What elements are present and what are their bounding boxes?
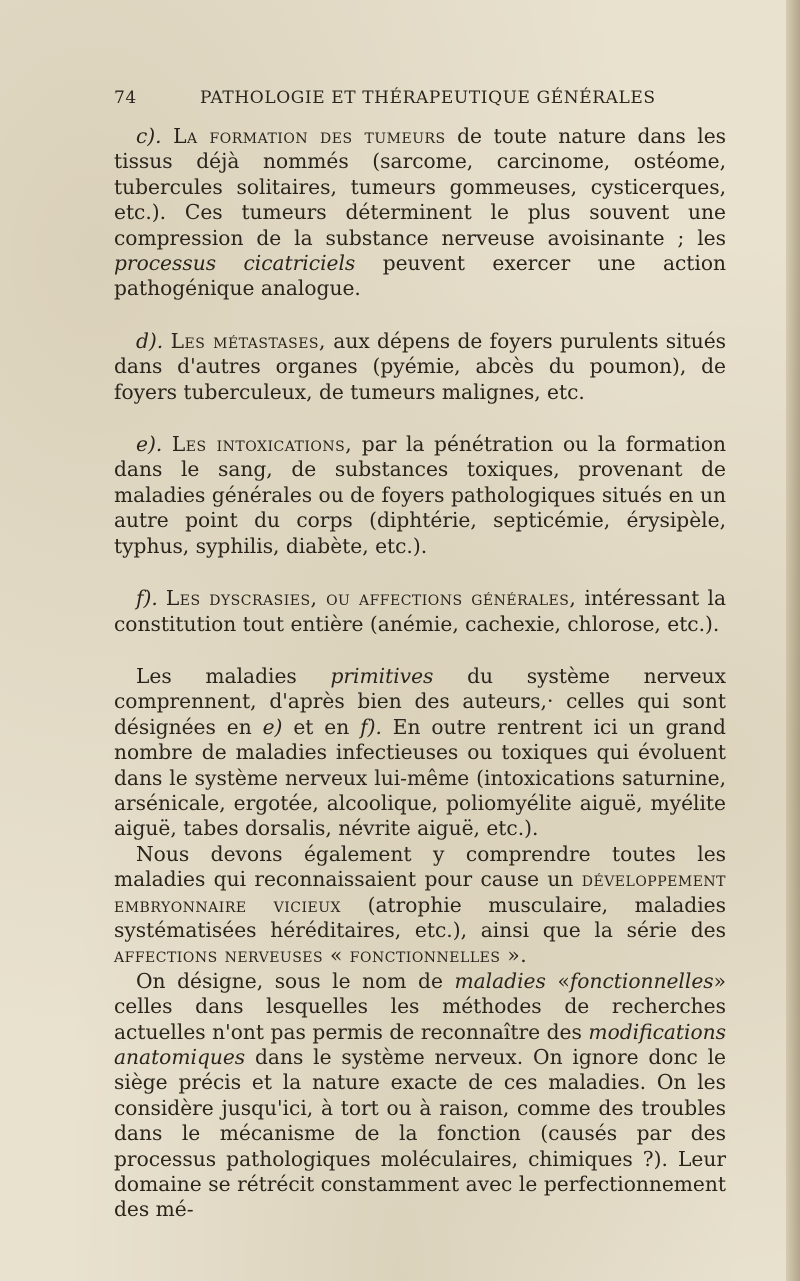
paragraph-text: et en bbox=[293, 714, 350, 739]
paragraph-text: intéressant la constitution tout entière (anémie, cachexie, chlorose, etc.). bbox=[114, 586, 726, 636]
paragraph-text: (atrophie musculaire, maladies systématisées héréditaires, etc.), ainsi que la série des bbox=[114, 892, 726, 942]
italic-term: maladies bbox=[454, 968, 546, 993]
key-term: Les métastases, bbox=[170, 328, 326, 353]
paragraph-d bbox=[114, 329, 726, 405]
paragraph-e bbox=[114, 432, 726, 559]
paragraph-text: de toute nature dans les tissus déjà nommés (sarcome, carcinome, ostéome, tubercules solitaires, tumeurs gommeuses, cysticerques, etc.). Ces tumeurs déterminent le plus souvent une compression de la substance nerveuse avoisinante ; les bbox=[114, 124, 727, 250]
paragraph-text: peuvent exercer une action pathogénique analogue. bbox=[114, 251, 727, 301]
paragraph-text: » celles dans lesquelles les méthodes de recherches actuelles n'ont pas permis de reconnaître des bbox=[114, 968, 726, 1044]
item-label: f). bbox=[136, 586, 158, 611]
item-label: e). bbox=[136, 432, 163, 457]
italic-term: f). bbox=[360, 714, 382, 739]
paragraph-primitives bbox=[114, 664, 726, 842]
italic-term: processus cicatriciels bbox=[114, 251, 356, 276]
running-header bbox=[114, 88, 726, 118]
item-label: c). bbox=[136, 124, 162, 148]
paragraph-c bbox=[114, 124, 726, 302]
paragraph-text: dans le système nerveux. On ignore donc le siège précis et la nature exacte de ces maladies. On les considère jusqu'ici, à tort ou à raison, comme des troubles dans le mécanisme de la fonction (causés par des processus pathologiques moléculaires, chimiques ?). Leur domaine se rétrécit constamment avec le perfectionnement des mé- bbox=[114, 1045, 726, 1222]
page-number: 74 bbox=[114, 88, 137, 108]
paragraph-text: par la pénétration ou la formation dans le sang, de substances toxiques, provenant de maladies générales ou de foyers pathologiques situés en un autre point du corps (diphtérie, septicémie, érysipèle, typhus, syphilis, diabète, etc.). bbox=[114, 432, 726, 558]
page-body bbox=[114, 88, 726, 1223]
page-edge-shadow bbox=[786, 0, 800, 1281]
key-term: affections nerveuses « fonctionnelles ». bbox=[114, 943, 528, 968]
paragraph-f bbox=[114, 586, 726, 637]
key-term: développement embryonnaire vicieux bbox=[114, 867, 727, 917]
italic-term: fonctionnelles bbox=[569, 968, 714, 993]
paragraph-text: « bbox=[557, 968, 570, 993]
italic-term: modifications anatomiques bbox=[114, 1019, 726, 1069]
key-term: La formation des tumeurs bbox=[173, 124, 446, 148]
paragraph-nous bbox=[114, 842, 726, 969]
paragraph-text: Nous devons également y comprendre toutes les maladies qui reconnaissaient pour cause un bbox=[114, 841, 726, 892]
item-label: d). bbox=[136, 328, 164, 353]
italic-term: e) bbox=[262, 714, 283, 739]
paragraph-on bbox=[114, 969, 726, 1223]
paragraph-text: En outre rentrent ici un grand nombre de maladies infectieuses ou toxiques qui évoluent dans le système nerveux lui-même (intoxications saturnine, arsénicale, ergotée, alcoolique, poliomyélite aiguë, myélite aiguë, tabes dorsalis, névrite aiguë, etc.). bbox=[114, 714, 726, 841]
paragraph-text: du système nerveux comprennent, d'après bien des auteurs,· celles qui sont désignées en bbox=[114, 663, 727, 739]
running-title: PATHOLOGIE ET THÉRAPEUTIQUE GÉNÉRALES bbox=[200, 88, 656, 108]
paragraph-text: Les maladies bbox=[136, 663, 297, 688]
paragraph-text: On désigne, sous le nom de bbox=[136, 968, 443, 993]
key-term: Les dyscrasies, ou affections générales, bbox=[165, 586, 577, 611]
italic-term: primitives bbox=[330, 663, 434, 688]
key-term: Les intoxications, bbox=[171, 432, 353, 457]
paragraph-text: aux dépens de foyers purulents situés dans d'autres organes (pyémie, abcès du poumon), de foyers tuberculeux, de tumeurs malignes, etc. bbox=[114, 328, 727, 404]
